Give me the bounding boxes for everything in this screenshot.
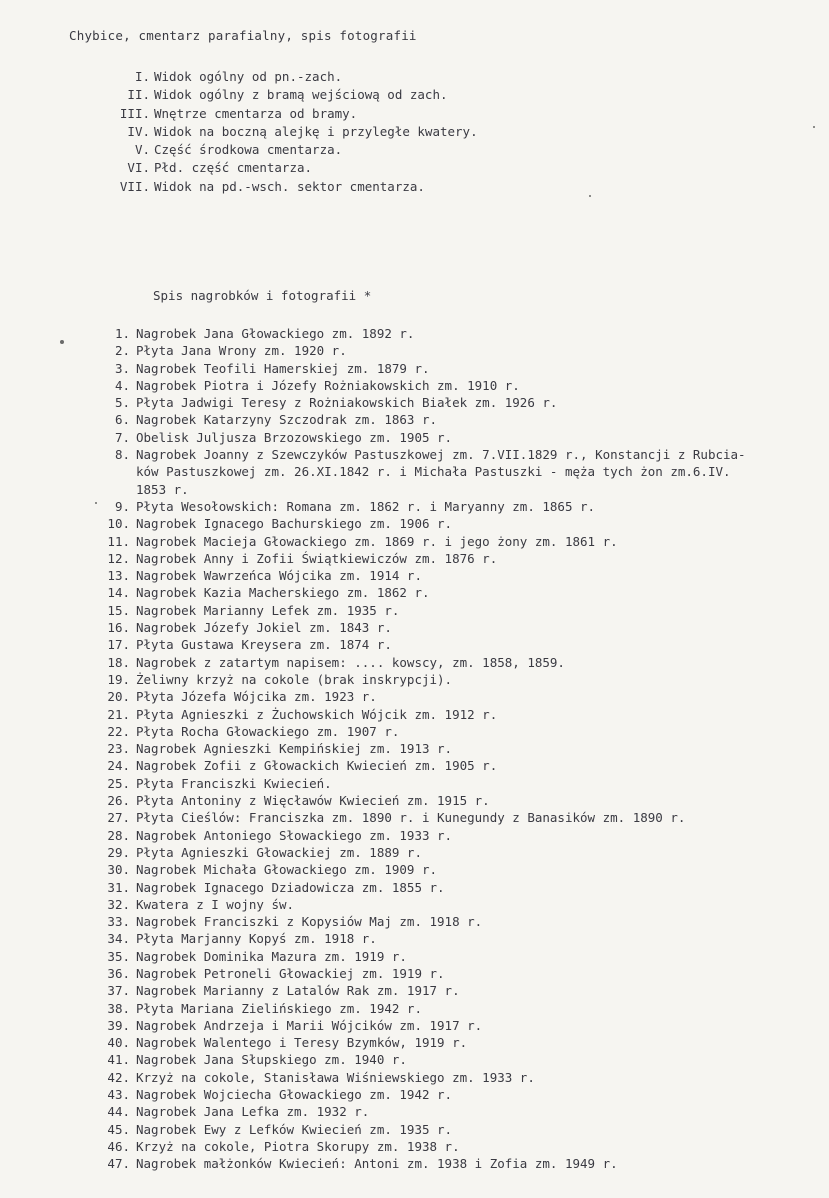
grave-list-item: [100, 619, 800, 636]
grave-list-item: [100, 360, 800, 377]
grave-description: Żeliwny krzyż na cokole (brak inskrypcji).: [136, 671, 453, 687]
grave-description: Nagrobek Teofili Hamerskiej zm. 1879 r.: [136, 360, 430, 376]
grave-list-item: [100, 1155, 800, 1172]
grave-list-item: [100, 896, 800, 913]
photo-description: Wnętrze cmentarza od bramy.: [154, 105, 358, 121]
grave-number: 44.: [107, 1104, 130, 1120]
scan-speck: [589, 195, 591, 197]
photo-number: IV.: [127, 123, 150, 139]
grave-number: 16.: [107, 620, 130, 636]
grave-number: 23.: [107, 741, 130, 757]
grave-number: 35.: [107, 948, 130, 964]
grave-number: 26.: [107, 793, 130, 809]
grave-list-item: [100, 515, 800, 532]
grave-number: 41.: [107, 1052, 130, 1068]
grave-list-item: [100, 706, 800, 723]
grave-list-item: [100, 913, 800, 930]
grave-list-item: [100, 342, 800, 359]
grave-number: 18.: [107, 654, 130, 670]
grave-description: Nagrobek Kazia Macherskiego zm. 1862 r.: [136, 585, 430, 601]
grave-description: Nagrobek Jana Słupskiego zm. 1940 r.: [136, 1052, 407, 1068]
grave-description: Nagrobek Katarzyny Szczodrak zm. 1863 r.: [136, 412, 438, 428]
grave-number: 46.: [107, 1138, 130, 1154]
grave-description: Nagrobek Piotra i Józefy Rożniakowskich zm. 1910 r.: [136, 377, 520, 393]
grave-description: Obelisk Juljusza Brzozowskiego zm. 1905 r.: [136, 429, 453, 445]
grave-description: Nagrobek Józefy Jokiel zm. 1843 r.: [136, 620, 392, 636]
photo-description: Płd. część cmentarza.: [154, 160, 313, 176]
grave-list-item: [100, 498, 800, 515]
grave-description: Nagrobek Franciszki z Kopysiów Maj zm. 1918 r.: [136, 914, 483, 930]
grave-description: Płyta Mariana Zielińskiego zm. 1942 r.: [136, 1000, 422, 1016]
grave-number: 34.: [107, 931, 130, 947]
grave-list-item: [100, 965, 800, 982]
grave-description: Nagrobek Ewy z Lefków Kwiecień zm. 1935 r.: [136, 1121, 453, 1137]
grave-number: 6.: [114, 412, 130, 428]
grave-number: 39.: [107, 1017, 130, 1033]
grave-number: 40.: [107, 1035, 130, 1051]
grave-description: Płyta Józefa Wójcika zm. 1923 r.: [136, 689, 377, 705]
grave-number: 8.: [114, 447, 130, 463]
grave-number: 21.: [107, 706, 130, 722]
grave-description: Nagrobek Antoniego Słowackiego zm. 1933 r.: [136, 827, 453, 843]
grave-number: 7.: [114, 429, 130, 445]
grave-number: 14.: [107, 585, 130, 601]
photo-description: Widok na boczną alejkę i przyległe kwatery.: [154, 123, 478, 139]
grave-description: Płyta Rocha Głowackiego zm. 1907 r.: [136, 723, 400, 739]
grave-description: Nagrobek Dominika Mazura zm. 1919 r.: [136, 948, 407, 964]
photo-number: I.: [134, 69, 150, 84]
grave-number: 38.: [107, 1000, 130, 1016]
grave-description: Płyta Agnieszki z Żuchowskich Wójcik zm. 1912 r.: [136, 706, 498, 722]
grave-list-item: [100, 394, 800, 411]
grave-list-item: [100, 1000, 800, 1017]
grave-number: 30.: [107, 862, 130, 878]
grave-number: 13.: [107, 568, 130, 584]
grave-description: Krzyż na cokole, Piotra Skorupy zm. 1938 r.: [136, 1138, 460, 1154]
grave-number: 19.: [107, 671, 130, 687]
grave-list-item: [100, 757, 800, 774]
grave-list-item: [100, 533, 800, 550]
grave-number: 12.: [107, 550, 130, 566]
grave-description: Nagrobek Marianny z Latalów Rak zm. 1917 r.: [136, 983, 460, 999]
grave-list-item: [100, 827, 800, 844]
grave-description: Nagrobek Jana Głowackiego zm. 1892 r.: [136, 326, 415, 341]
grave-description: Płyta Antoniny z Więcławów Kwiecień zm. 1915 r.: [136, 793, 490, 809]
grave-description: Nagrobek Macieja Głowackiego zm. 1869 r. i jego żony zm. 1861 r.: [136, 533, 618, 549]
graves-list: [100, 325, 800, 1173]
grave-number: 33.: [107, 914, 130, 930]
grave-list-item: [100, 1051, 800, 1068]
grave-list-item: [100, 930, 800, 947]
grave-description: Nagrobek Ignacego Dziadowicza zm. 1855 r.: [136, 879, 445, 895]
grave-number: 37.: [107, 983, 130, 999]
grave-description: Kwatera z I wojny św.: [136, 896, 295, 912]
grave-number: 27.: [107, 810, 130, 826]
grave-number: 24.: [107, 758, 130, 774]
grave-list-item: [100, 1086, 800, 1103]
grave-list-item: [100, 654, 800, 671]
grave-list-item: [100, 1017, 800, 1034]
grave-number: 10.: [107, 516, 130, 532]
grave-list-item: [100, 1121, 800, 1138]
grave-number: 3.: [114, 360, 130, 376]
grave-description: Nagrobek Anny i Zofii Świątkiewiczów zm. 1876 r.: [136, 550, 498, 566]
grave-list-item: [100, 792, 800, 809]
grave-number: 11.: [107, 533, 130, 549]
grave-list-item: [100, 446, 800, 498]
grave-list-item: [100, 1103, 800, 1120]
grave-number: 17.: [107, 637, 130, 653]
grave-number: 42.: [107, 1069, 130, 1085]
grave-list-item: [100, 567, 800, 584]
grave-list-item: [100, 688, 800, 705]
photo-number: V.: [134, 142, 150, 158]
grave-number: 29.: [107, 844, 130, 860]
grave-description: Płyta Jadwigi Teresy z Rożniakowskich Białek zm. 1926 r.: [136, 395, 558, 411]
grave-list-item: [100, 1069, 800, 1086]
graves-list-heading: Spis nagrobków i fotografii *: [153, 288, 372, 303]
photo-description: Część środkowa cmentarza.: [154, 142, 343, 158]
photo-number: VI.: [127, 160, 150, 176]
grave-list-item: [100, 411, 800, 428]
photo-description: Widok na pd.-wsch. sektor cmentarza.: [154, 178, 425, 194]
grave-description: Nagrobek Zofii z Głowackich Kwiecień zm. 1905 r.: [136, 758, 498, 774]
grave-description: Nagrobek małżonków Kwiecień: Antoni zm. 1938 i Zofia zm. 1949 r.: [136, 1156, 618, 1172]
grave-description: Nagrobek Petroneli Głowackiej zm. 1919 r.: [136, 965, 445, 981]
grave-number: 45.: [107, 1121, 130, 1137]
grave-list-item: [100, 723, 800, 740]
grave-number: 4.: [114, 377, 130, 393]
grave-description: Płyta Agnieszki Głowackiej zm. 1889 r.: [136, 844, 422, 860]
photo-number: III.: [119, 105, 150, 121]
photo-description: Widok ogólny od pn.-zach.: [154, 69, 343, 84]
grave-number: 1.: [114, 326, 130, 341]
grave-description: Płyta Jana Wrony zm. 1920 r.: [136, 343, 347, 359]
grave-description: Nagrobek Michała Głowackiego zm. 1909 r.: [136, 862, 438, 878]
grave-number: 22.: [107, 723, 130, 739]
grave-list-item: [100, 584, 800, 601]
grave-list-item: [100, 1034, 800, 1051]
scan-speck: [813, 126, 815, 128]
grave-description: Nagrobek Wawrzeńca Wójcika zm. 1914 r.: [136, 568, 422, 584]
grave-description: Płyta Cieślów: Franciszka zm. 1890 r. i Kunegundy z Banasików zm. 1890 r.: [136, 810, 686, 826]
grave-list-item: [100, 636, 800, 653]
grave-list-item: [100, 809, 800, 826]
grave-description: Nagrobek Andrzeja i Marii Wójcików zm. 1917 r.: [136, 1017, 483, 1033]
grave-number: 20.: [107, 689, 130, 705]
grave-number: 31.: [107, 879, 130, 895]
grave-list-item: [100, 879, 800, 896]
grave-description: Nagrobek Agnieszki Kempińskiej zm. 1913 r.: [136, 741, 453, 757]
grave-description: Płyta Wesołowskich: Romana zm. 1862 r. i Maryanny zm. 1865 r.: [136, 498, 596, 514]
grave-description: Nagrobek Joanny z Szewczyków Pastuszkowej zm. 7.VII.1829 r., Konstancji z Rubcia- ków Pastuszkowej zm. 26.XI.1842 r. i Michała Pastuszki - męża tych żon zm.6.IV. 1853 r.: [136, 447, 746, 497]
grave-number: 5.: [114, 395, 130, 411]
scan-speck: [60, 340, 64, 344]
grave-list-item: [100, 550, 800, 567]
document-title: Chybice, cmentarz parafialny, spis fotografii: [69, 28, 417, 43]
grave-list-item: [100, 602, 800, 619]
photo-number: VII.: [119, 178, 150, 194]
grave-list-item: [100, 377, 800, 394]
grave-description: Nagrobek z zatartym napisem: .... kowscy, zm. 1858, 1859.: [136, 654, 565, 670]
grave-list-item: [100, 429, 800, 446]
grave-list-item: [100, 775, 800, 792]
grave-list-item: [100, 1138, 800, 1155]
grave-number: 36.: [107, 965, 130, 981]
grave-description: Płyta Gustawa Kreysera zm. 1874 r.: [136, 637, 392, 653]
grave-number: 9.: [114, 498, 130, 514]
grave-list-item: [100, 844, 800, 861]
grave-description: Nagrobek Marianny Lefek zm. 1935 r.: [136, 602, 400, 618]
grave-description: Nagrobek Jana Lefka zm. 1932 r.: [136, 1104, 370, 1120]
grave-list-item: [100, 740, 800, 757]
grave-description: Nagrobek Ignacego Bachurskiego zm. 1906 r.: [136, 516, 453, 532]
scan-speck: [95, 502, 97, 504]
grave-number: 15.: [107, 602, 130, 618]
grave-list-item: [100, 671, 800, 688]
grave-list-item: [100, 982, 800, 999]
grave-description: Płyta Marjanny Kopyś zm. 1918 r.: [136, 931, 377, 947]
photo-number: II.: [127, 87, 150, 103]
grave-number: 43.: [107, 1087, 130, 1103]
grave-list-item: [100, 861, 800, 878]
grave-number: 32.: [107, 896, 130, 912]
grave-description: Nagrobek Wojciecha Głowackiego zm. 1942 r.: [136, 1087, 453, 1103]
photo-description: Widok ogólny z bramą wejściową od zach.: [154, 87, 448, 103]
grave-number: 47.: [107, 1156, 130, 1172]
grave-list-item: [100, 325, 800, 342]
grave-number: 25.: [107, 775, 130, 791]
grave-description: Krzyż na cokole, Stanisława Wiśniewskiego zm. 1933 r.: [136, 1069, 535, 1085]
grave-description: Płyta Franciszki Kwiecień.: [136, 775, 332, 791]
grave-number: 28.: [107, 827, 130, 843]
grave-number: 2.: [114, 343, 130, 359]
grave-list-item: [100, 948, 800, 965]
grave-description: Nagrobek Walentego i Teresy Bzymków, 1919 r.: [136, 1035, 468, 1051]
